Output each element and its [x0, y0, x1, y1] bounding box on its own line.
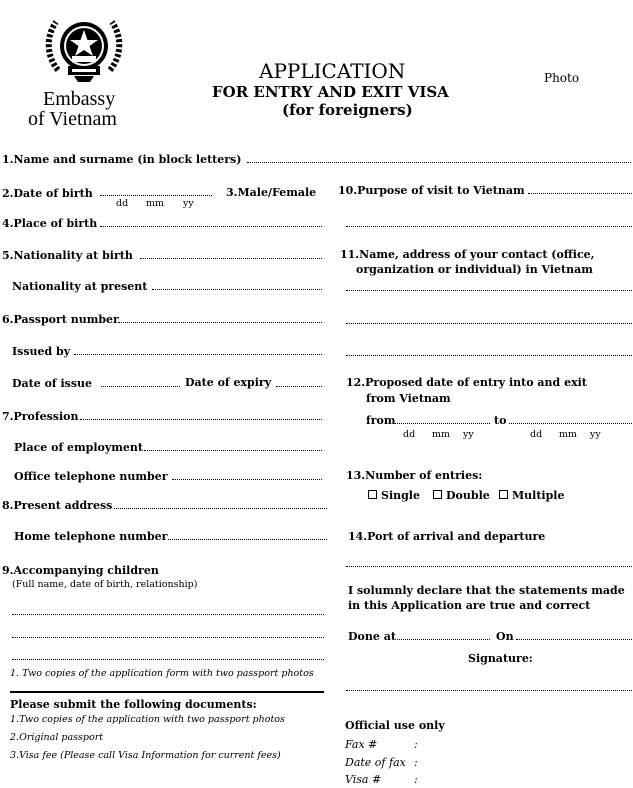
to-label: to	[494, 414, 507, 427]
date-to-field[interactable]	[509, 423, 632, 424]
nationality-birth-field[interactable]	[140, 258, 322, 259]
children-field-2[interactable]	[12, 637, 324, 638]
children-note: (Full name, date of birth, relationship)	[12, 579, 198, 590]
profession-field[interactable]	[80, 419, 322, 420]
embassy-line1: Embassy	[43, 88, 116, 110]
done-at-label: Done at	[348, 630, 396, 643]
to-mm: mm	[559, 429, 578, 440]
field-home-phone-label: Home telephone number	[14, 530, 168, 543]
signature-field[interactable]	[346, 690, 632, 691]
declaration-line1: I solumnly declare that the statements made	[348, 584, 625, 597]
document-item-3: 3.Visa fee (Please call Visa Information for current fees)	[10, 750, 281, 761]
photo-label: Photo	[544, 71, 580, 85]
field-date-issue-label: Date of issue	[12, 377, 93, 390]
field-children-label: 9.Accompanying children	[2, 564, 159, 577]
field-sex-label: 3.Male/Female	[226, 186, 317, 199]
home-phone-field[interactable]	[168, 539, 327, 540]
document-item-2: 2.Original passport	[10, 732, 104, 743]
multiple-label: Multiple	[512, 489, 565, 502]
date-issue-field[interactable]	[101, 386, 180, 387]
field-employment-label: Place of employment	[14, 441, 143, 454]
page-subtitle: FOR ENTRY AND EXIT VISA	[212, 83, 449, 101]
fax-label: Fax #	[345, 738, 378, 751]
employment-field[interactable]	[144, 450, 322, 451]
fax-colon: :	[414, 738, 418, 751]
to-dd: dd	[530, 429, 543, 440]
purpose-field-2[interactable]	[346, 226, 632, 227]
date-expiry-field[interactable]	[276, 386, 322, 387]
pob-field[interactable]	[100, 226, 322, 227]
field-date-expiry-label: Date of expiry	[185, 376, 272, 389]
field-profession-label: 7.Profession	[2, 410, 79, 423]
contact-field-2[interactable]	[346, 323, 632, 324]
office-phone-field[interactable]	[172, 479, 322, 480]
official-use-heading: Official use only	[345, 719, 445, 732]
single-checkbox[interactable]	[368, 490, 377, 499]
divider	[10, 691, 324, 693]
on-label: On	[496, 630, 514, 643]
date-fax-colon: :	[414, 756, 418, 769]
field-dates-label-2: from Vietnam	[366, 392, 451, 405]
single-label: Single	[381, 489, 420, 502]
field-pob-label: 4.Place of birth	[2, 217, 98, 230]
from-dd: dd	[403, 429, 416, 440]
double-checkbox[interactable]	[433, 490, 442, 499]
field-name-label: 1.Name and surname (in block letters)	[2, 153, 242, 166]
date-from-field[interactable]	[395, 423, 490, 424]
document-item-1: 1.Two copies of the application with two passport photos	[10, 714, 285, 725]
field-address-label: 8.Present address	[2, 499, 113, 512]
dob-mm: mm	[146, 198, 165, 209]
field-port-label: 14.Port of arrival and departure	[348, 530, 546, 543]
page-title: APPLICATION	[259, 59, 406, 83]
from-label: from	[366, 414, 396, 427]
children-field-1[interactable]	[12, 614, 324, 615]
field-dob-label: 2.Date of birth	[2, 187, 93, 200]
nationality-present-field[interactable]	[152, 289, 322, 290]
children-field-3[interactable]	[12, 659, 324, 660]
field-office-phone-label: Office telephone number	[14, 470, 168, 483]
dob-dd: dd	[116, 198, 129, 209]
address-field[interactable]	[114, 508, 327, 509]
done-at-field[interactable]	[397, 639, 490, 640]
field-nationality-present-label: Nationality at present	[12, 280, 148, 293]
field-purpose-label: 10.Purpose of visit to Vietnam	[338, 184, 525, 197]
documents-heading: Please submit the following documents:	[10, 698, 257, 711]
name-field[interactable]	[247, 162, 631, 163]
footnote-1: 1. Two copies of the application form with two passport photos	[10, 668, 314, 679]
vietnam-emblem-icon	[38, 8, 130, 88]
signature-label: Signature:	[468, 652, 533, 665]
visa-colon: :	[414, 773, 418, 786]
dob-yy: yy	[183, 198, 194, 209]
field-contact-label: 11.Name, address of your contact (office,	[340, 248, 595, 261]
to-yy: yy	[590, 429, 601, 440]
from-mm: mm	[432, 429, 451, 440]
field-passport-label: 6.Passport number	[2, 313, 119, 326]
page-subtitle-2: (for foreigners)	[282, 101, 413, 119]
passport-number-field[interactable]	[118, 322, 322, 323]
contact-field-1[interactable]	[346, 290, 632, 291]
field-issued-by-label: Issued by	[12, 345, 71, 358]
field-contact-label-2: organization or individual) in Vietnam	[356, 263, 593, 276]
field-dates-label: 12.Proposed date of entry into and exit	[346, 376, 587, 389]
visa-label: Visa #	[345, 773, 382, 786]
embassy-line2: of Vietnam	[28, 108, 117, 130]
issued-by-field[interactable]	[74, 354, 322, 355]
field-entries-label: 13.Number of entries:	[346, 469, 483, 482]
on-date-field[interactable]	[516, 639, 632, 640]
double-label: Double	[446, 489, 490, 502]
port-field[interactable]	[346, 566, 632, 567]
purpose-field[interactable]	[528, 193, 632, 194]
declaration-line2: in this Application are true and correct	[348, 599, 591, 612]
field-nationality-birth-label: 5.Nationality at birth	[2, 249, 133, 262]
contact-field-3[interactable]	[346, 355, 632, 356]
multiple-checkbox[interactable]	[499, 490, 508, 499]
date-fax-label: Date of fax	[345, 756, 406, 769]
from-yy: yy	[463, 429, 474, 440]
dob-field[interactable]	[100, 195, 212, 196]
